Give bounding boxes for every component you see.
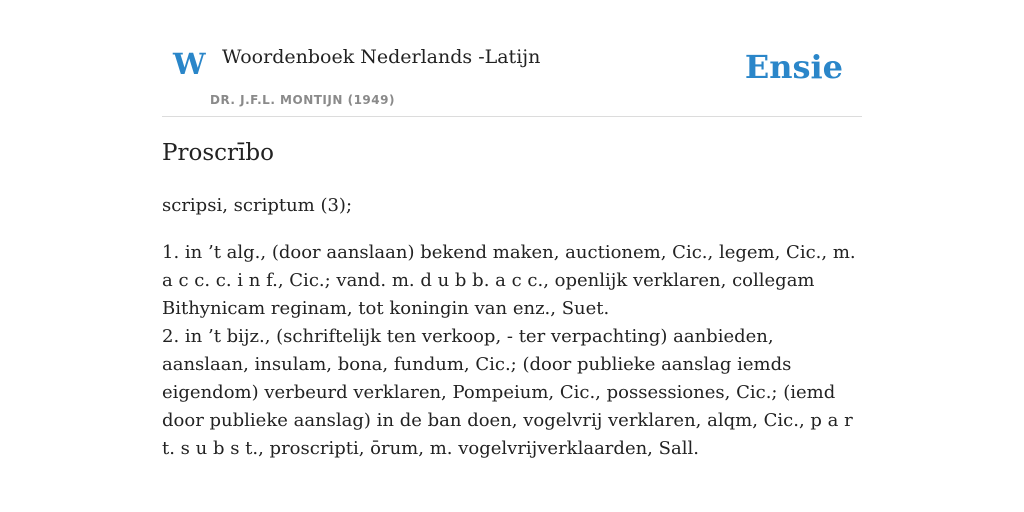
entry-definition-2: 2. in ’t bijz., (schriftelijk ten verkoop, - ter verpachting) aanbieden, aanslaan, insulam, bona, fundum, Cic.; (door publieke aanslag iemds eigendom) verbeurd verklaren, Pompeium, Cic., possessiones, Cic.; (iemd door publieke aanslag) in de ban doen, vogelvrij verklaren, alqm, Cic., p a r t. s u b s t., proscripti, ōrum, m. vogelvrijverklaarden, Sall. <box>162 326 853 459</box>
ensie-logo-link[interactable]: Ensie <box>744 48 843 86</box>
source-logo[interactable]: W <box>173 47 206 81</box>
entry-forms: scripsi, scriptum (3); <box>162 195 353 216</box>
source-title[interactable]: Woordenboek Nederlands -Latijn <box>222 46 541 68</box>
source-author: DR. J.F.L. MONTIJN (1949) <box>210 93 395 107</box>
entry-headword: Proscrībo <box>162 140 274 166</box>
source-header <box>162 0 862 117</box>
entry-definition-1: 1. in ’t alg., (door aanslaan) bekend maken, auctionem, Cic., legem, Cic., m. a c c. c. i n f., Cic.; vand. m. d u b b. a c c., openlijk verklaren, collegam Bithynicam reginam, tot koningin van enz., Suet. <box>162 242 856 319</box>
page <box>162 0 862 459</box>
